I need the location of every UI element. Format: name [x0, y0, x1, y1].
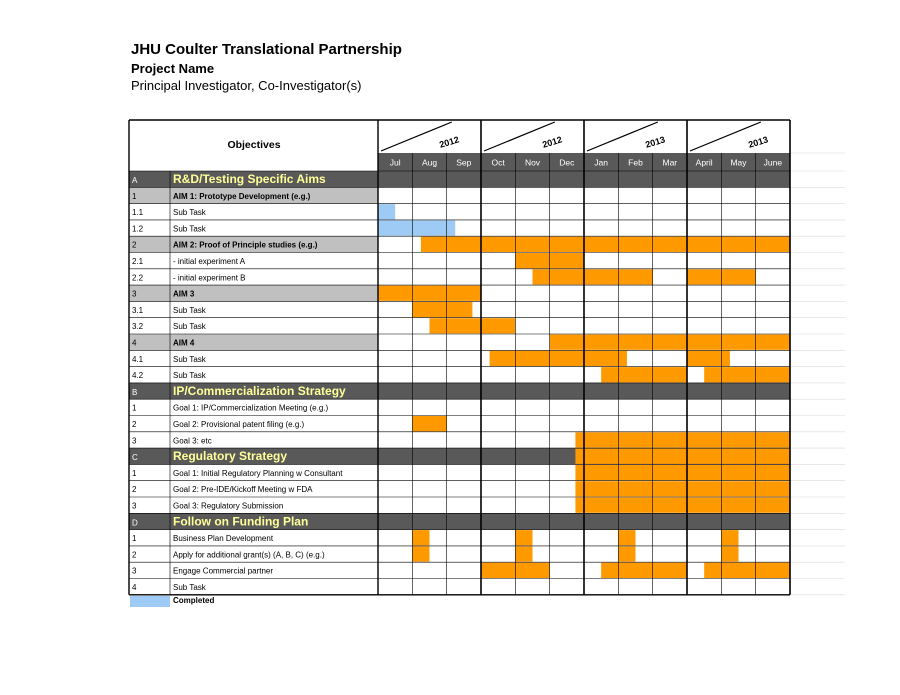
completed-bar — [378, 204, 395, 219]
task-label: Sub Task — [173, 583, 206, 592]
aim-row-bg — [129, 334, 378, 350]
row-id: 1 — [132, 534, 137, 544]
task-label: - initial experiment A — [173, 257, 246, 266]
task-label: Sub Task — [173, 224, 206, 234]
quarter-year-label: 2013 — [747, 134, 770, 150]
section-id: D — [132, 518, 138, 528]
planned-bar — [515, 530, 532, 545]
task-label: Goal 2: Provisional patent filing (e.g.) — [173, 420, 305, 429]
task-label: Sub Task — [173, 371, 206, 381]
aim-label: AIM 4 — [173, 338, 195, 348]
row-id: 1 — [132, 191, 137, 201]
planned-bar — [721, 546, 738, 561]
planned-bar — [575, 498, 790, 513]
month-label-jan: Jan — [594, 157, 609, 168]
quarter-year-label: 2012 — [541, 134, 564, 150]
row-id: 2 — [132, 240, 137, 250]
project-name: Project Name — [131, 61, 215, 76]
planned-bar — [412, 530, 429, 545]
planned-bar — [412, 416, 446, 431]
row-id: 2 — [132, 420, 137, 429]
quarter-year-label: 2013 — [644, 134, 667, 150]
row-id: 1.2 — [132, 224, 144, 234]
task-label: Engage Commercial partner — [173, 566, 274, 576]
planned-bar — [490, 351, 627, 366]
aim-label: AIM 1: Prototype Development (e.g.) — [173, 191, 311, 201]
planned-bar — [601, 367, 687, 382]
task-label: Sub Task — [173, 322, 206, 332]
planned-bar — [618, 546, 635, 561]
section-id: B — [132, 387, 138, 397]
row-id: 4.1 — [132, 354, 144, 364]
month-label-jul: Jul — [389, 157, 401, 168]
section-label: R&D/Testing Specific Aims — [173, 172, 326, 186]
objectives-header: Objectives — [227, 139, 281, 151]
planned-bar — [704, 367, 790, 382]
planned-bar — [412, 302, 472, 317]
row-id: 1 — [132, 403, 137, 413]
planned-bar — [687, 351, 730, 366]
aim-label: AIM 3 — [173, 289, 195, 299]
planned-bar — [704, 563, 790, 578]
planned-bar — [412, 546, 429, 561]
section-label: IP/Commercialization Strategy — [173, 383, 346, 398]
planned-bar — [721, 530, 738, 545]
quarter-year-label: 2012 — [438, 134, 461, 150]
row-id: 4.2 — [132, 371, 144, 381]
month-label-sep: Sep — [456, 157, 472, 168]
legend-completed-swatch — [130, 596, 170, 607]
aim-label: AIM 2: Proof of Principle studies (e.g.) — [173, 240, 318, 250]
task-label: Goal 2: Pre-IDE/Kickoff Meeting w FDA — [173, 485, 313, 495]
task-label: Sub Task — [173, 354, 206, 364]
task-label: Sub Task — [173, 208, 206, 218]
planned-bar — [601, 563, 687, 578]
section-label: Follow on Funding Plan — [173, 514, 309, 529]
row-id: 2.2 — [132, 273, 144, 283]
planned-bar — [575, 432, 790, 447]
month-label-aug: Aug — [421, 157, 438, 168]
task-label: - initial experiment B — [173, 273, 246, 283]
investigators: Principal Investigator, Co-Investigator(s) — [131, 78, 362, 93]
month-label-may: May — [730, 157, 747, 168]
planned-bar — [378, 286, 481, 301]
planned-bar — [618, 530, 635, 545]
row-id: 1.1 — [132, 208, 144, 218]
planned-bar — [575, 449, 790, 464]
month-label-april: April — [695, 157, 713, 168]
task-label: Goal 3: Regulatory Submission — [173, 501, 284, 511]
task-label: Goal 3: etc — [173, 436, 212, 446]
row-id: 3 — [132, 501, 137, 511]
section-id: A — [132, 176, 138, 185]
planned-bar — [421, 237, 790, 252]
row-id: 2 — [132, 550, 137, 560]
row-id: 4 — [132, 338, 137, 348]
planned-bar — [575, 481, 790, 496]
month-label-mar: Mar — [662, 157, 678, 168]
task-label: Goal 1: IP/Commercialization Meeting (e.g.) — [173, 403, 329, 413]
task-label: Sub Task — [173, 305, 206, 315]
month-label-june: June — [763, 157, 783, 168]
row-id: 1 — [132, 468, 137, 478]
legend-completed-label: Completed — [173, 596, 215, 605]
planned-bar — [515, 546, 532, 561]
task-label: Goal 1: Initial Regulatory Planning w Consultant — [173, 468, 343, 478]
row-id: 3.1 — [132, 305, 144, 315]
row-id: 2.1 — [132, 257, 144, 266]
month-label-feb: Feb — [628, 157, 643, 168]
planned-bar — [533, 269, 653, 284]
planned-bar — [550, 335, 790, 350]
row-id: 3 — [132, 436, 137, 446]
section-id: C — [132, 453, 138, 463]
month-label-nov: Nov — [524, 157, 541, 168]
planned-bar — [575, 465, 790, 480]
planned-bar — [430, 318, 516, 333]
completed-bar — [378, 220, 455, 235]
month-label-dec: Dec — [559, 157, 575, 168]
month-label-oct: Oct — [491, 157, 505, 168]
task-label: Apply for additional grant(s) (A, B, C) (e.g.) — [173, 550, 325, 560]
row-id: 3.2 — [132, 322, 144, 332]
aim-row-bg — [129, 285, 378, 301]
row-id: 3 — [132, 566, 137, 576]
section-label: Regulatory Strategy — [173, 449, 288, 464]
document-title: JHU Coulter Translational Partnership — [131, 41, 402, 58]
row-id: 3 — [132, 289, 137, 299]
row-id: 2 — [132, 485, 137, 495]
row-id: 4 — [132, 583, 137, 592]
task-label: Business Plan Development — [173, 534, 274, 544]
